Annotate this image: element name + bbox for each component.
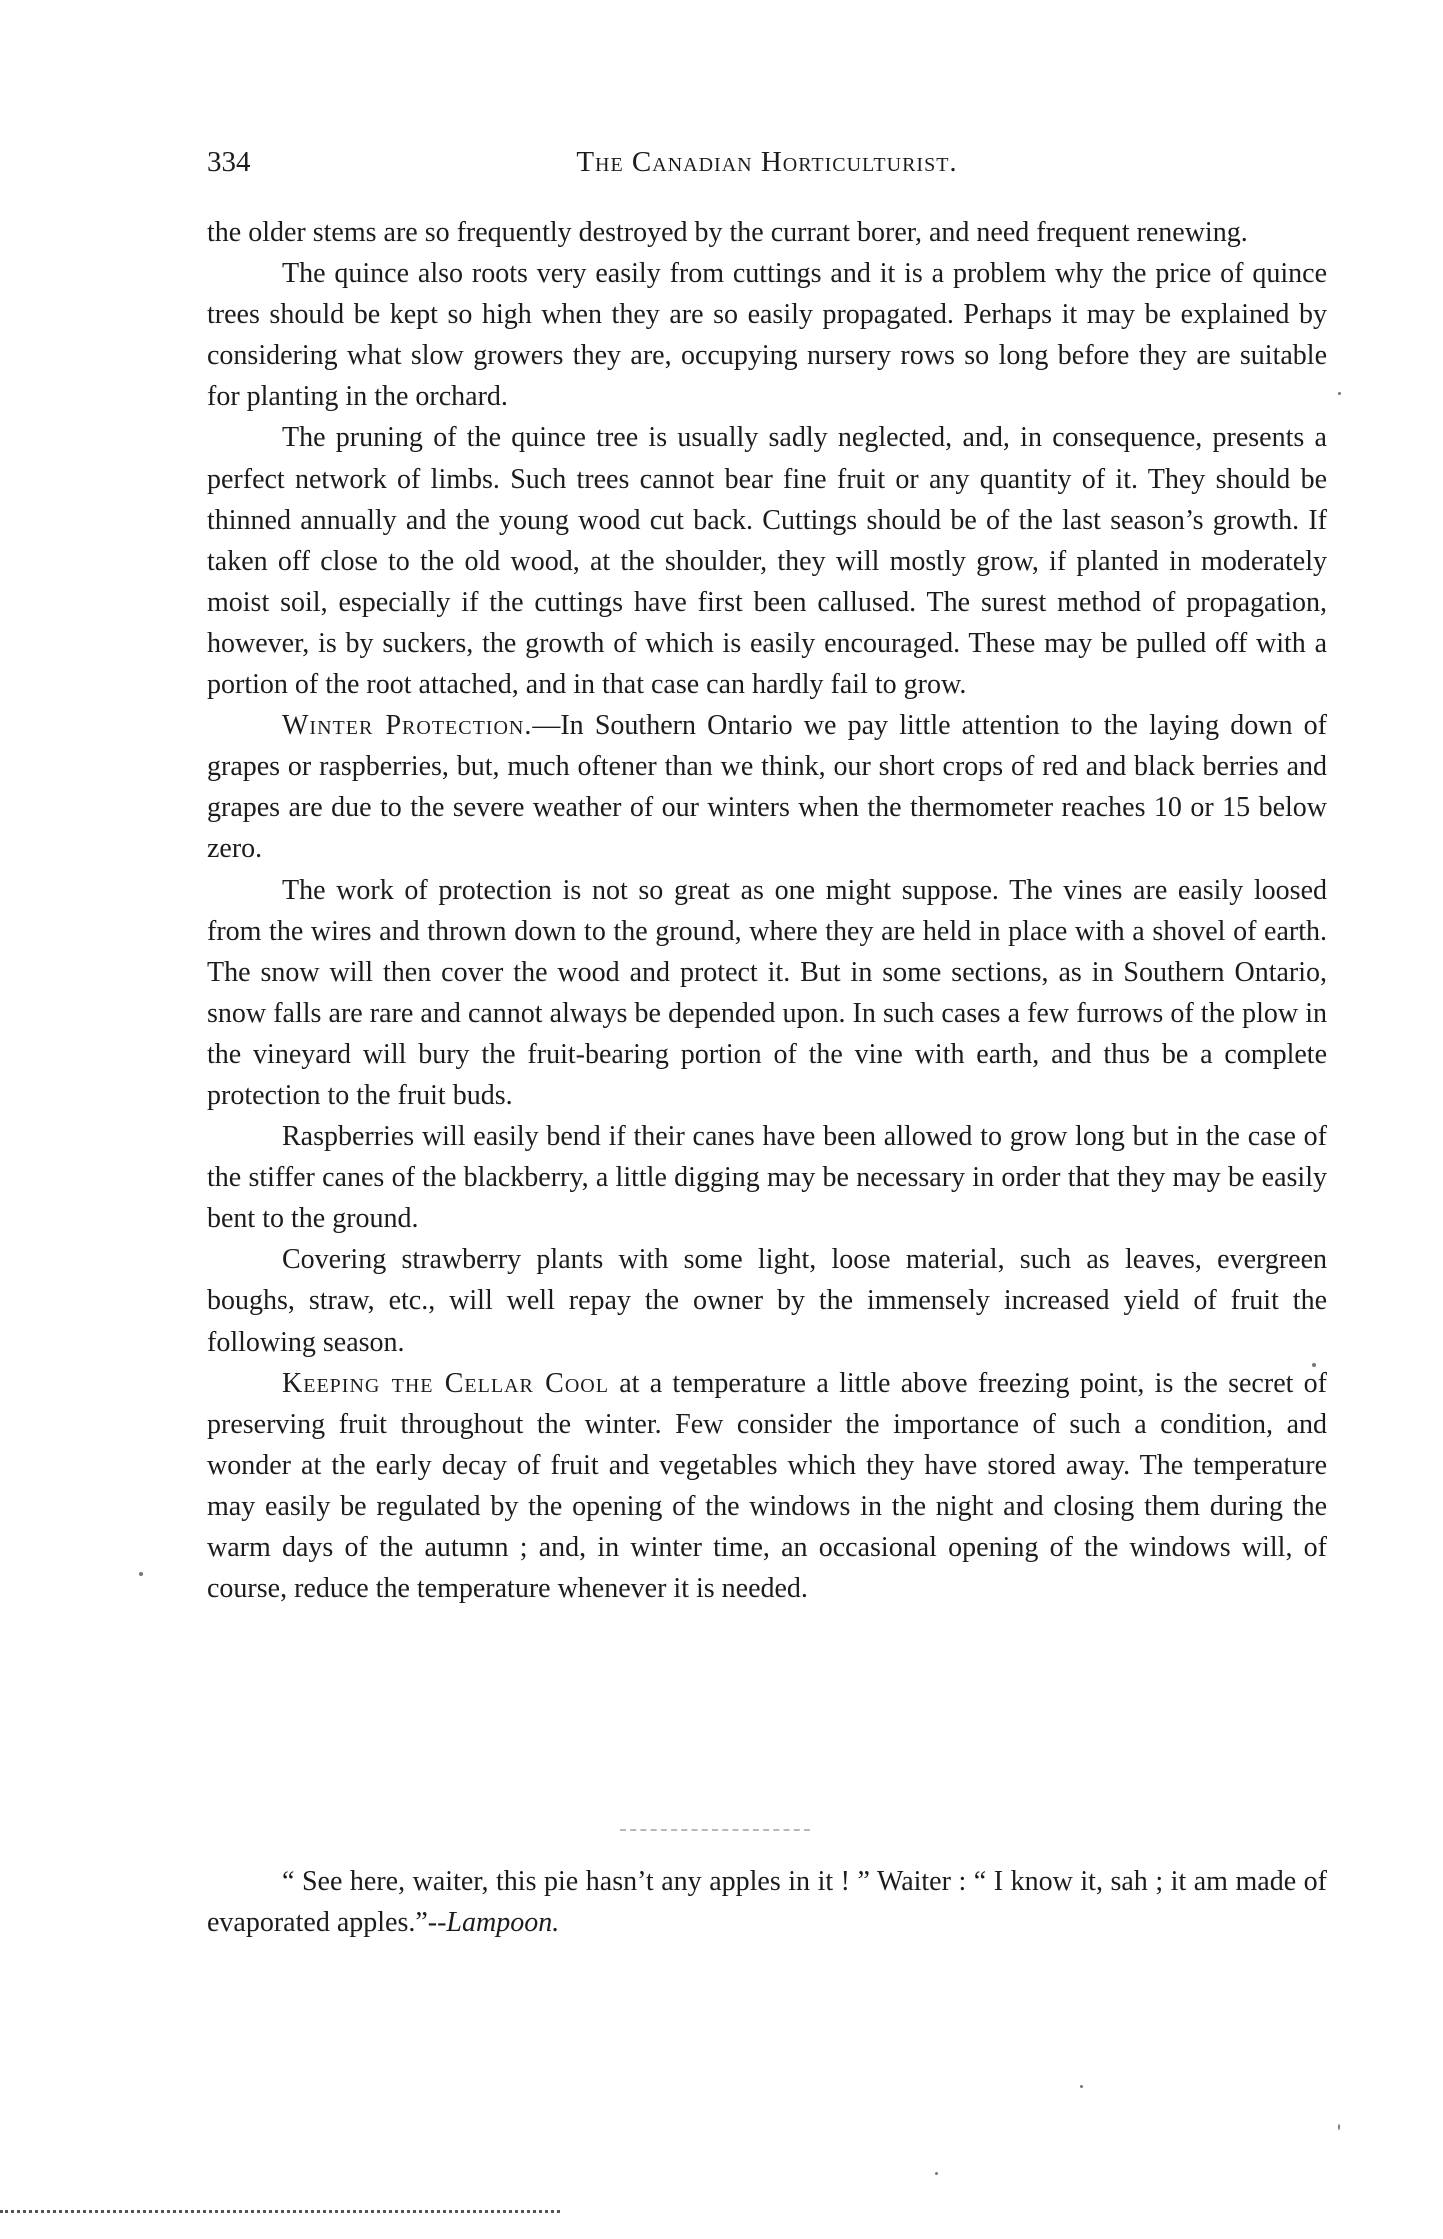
paragraph: [207, 212, 1327, 253]
running-head: The Canadian Horticulturist.: [576, 146, 958, 178]
page-header: [207, 146, 1327, 186]
paragraph-text: The pruning of the quince tree is usually sadly neglected, and, in consequence, presents a perfect network of limbs. Such trees cannot bear fine fruit or any quantity of it. They should be thinned annually and the young wood cut back. Cuttings should be of the last season’s growth. If taken off close to the old wood, at the shoulder, they will mostly grow, if planted in moderately moist soil, especially if the cuttings have first been callused. The surest method of propagation, however, is by suckers, the growth of which is easily encouraged. These may be pulled off with a portion of the root attached, and in that case can hardly fail to grow.: [207, 422, 1327, 701]
scan-speck: [1080, 2085, 1083, 2088]
scan-speck: [1338, 392, 1341, 395]
anecdote-text: “ See here, waiter, this pie hasn’t any apples in it ! ” Waiter : “ I know it, sah ; it am made of evaporated apples.”--: [207, 1866, 1327, 1938]
paragraph-text: The work of protection is not so great as one might suppose. The vines are easily loosed from the wires and thrown down to the ground, where they are held in place with a shovel of earth. The snow will then cover the wood and protect it. But in some sections, as in Southern Ontario, snow falls are rare and cannot always be depended upon. In such cases a few furrows of the plow in the vineyard will bury the fruit-bearing portion of the vine with earth, and thus be a complete protection to the fruit buds.: [207, 874, 1327, 1111]
section-heading: Winter Protection.: [282, 710, 533, 742]
paragraph-text: The quince also roots very easily from cuttings and it is a problem why the price of quince trees should be kept so high when they are so easily propagated. Perhaps it may be explained by considering what slow growers they are, occupying nursery rows so long before they are suitable for planting in the orchard.: [207, 258, 1327, 413]
section-heading: Keeping the Cellar Cool: [282, 1367, 609, 1399]
scan-speck: [1338, 2124, 1340, 2130]
paragraph: [207, 417, 1327, 705]
scan-speck: [935, 2172, 938, 2175]
paragraph-text: —In Southern Ontario we pay little attention to the laying down of grapes or raspberries, but, much oftener than we think, our short crops of red and black berries and grapes are due to the severe weather of our winters when the thermometer reaches 10 or 15 below zero.: [207, 710, 1327, 865]
article-body: [207, 212, 1327, 1609]
paragraph-text: Covering strawberry plants with some light, loose material, such as leaves, evergreen boughs, straw, etc., will well repay the owner by the immensely increased yield of fruit the following season.: [207, 1244, 1327, 1358]
paragraph-text: at a temperature a little above freezing point, is the secret of preserving fruit throughout the winter. Few consider the importance of such a condition, and wonder at the early decay of fruit and vegetables which they have stored away. The temperature may easily be regulated by the opening of the windows in the night and closing them during the warm days of the autumn ; and, in winter time, an occasional opening of the windows will, of course, reduce the temperature whenever it is needed.: [207, 1367, 1327, 1605]
scan-edge-line: [0, 2210, 560, 2213]
page-number: 334: [207, 146, 251, 178]
paragraph: [207, 253, 1327, 417]
scan-speck: [1312, 1363, 1316, 1367]
paragraph-text: the older stems are so frequently destroyed by the currant borer, and need frequent renewing.: [207, 217, 1248, 248]
anecdote: [207, 1861, 1327, 1943]
paragraph: [207, 1116, 1327, 1239]
paragraph: [207, 705, 1327, 869]
anecdote-source: Lampoon.: [446, 1907, 560, 1938]
paragraph: [207, 1363, 1327, 1610]
paragraph: [207, 870, 1327, 1117]
section-divider: [620, 1829, 810, 1831]
paragraph: [207, 1239, 1327, 1362]
scan-speck: [139, 1572, 143, 1576]
anecdote-paragraph: [207, 1861, 1327, 1943]
paragraph-text: Raspberries will easily bend if their canes have been allowed to grow long but in the case of the stiffer canes of the blackberry, a little digging may be necessary in order that they may be easily bent to the ground.: [207, 1121, 1327, 1235]
